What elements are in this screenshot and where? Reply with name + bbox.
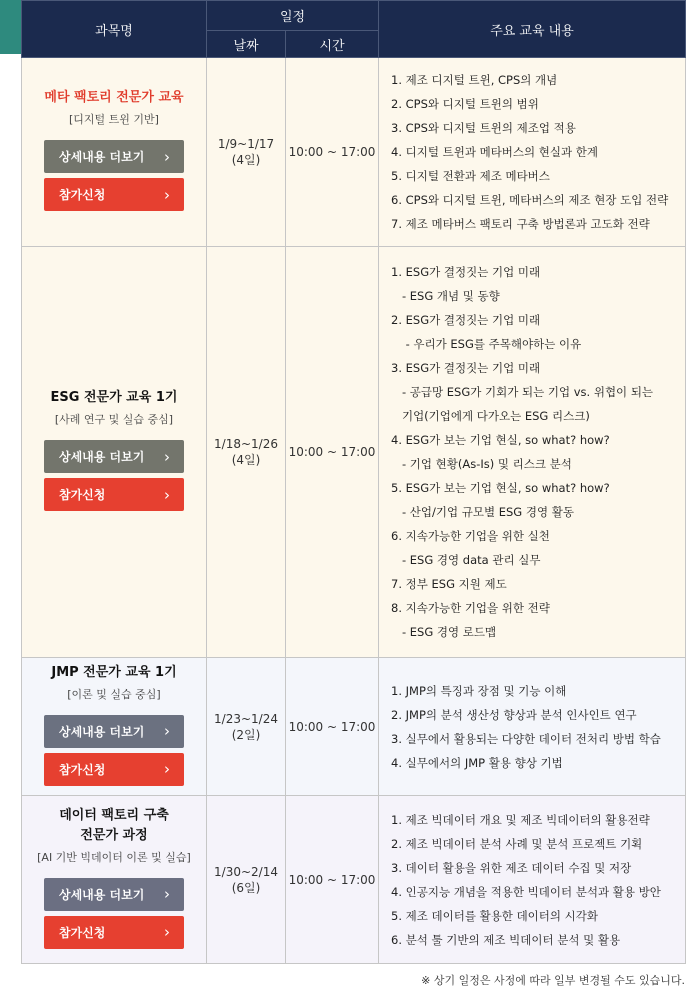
content-item: 8. 지속가능한 기업을 위한 전략 <box>391 601 550 615</box>
content-item: 4. 디지털 트윈과 메타버스의 현실과 한계 <box>391 145 598 159</box>
course-row <box>22 247 686 658</box>
course-subtitle: [디지털 트윈 기반] <box>69 113 159 126</box>
content-item: 4. 인공지능 개념을 적용한 빅데이터 분석과 활용 방안 <box>391 884 661 899</box>
content-item: 6. 분석 툴 기반의 제조 빅데이터 분석 및 활용 <box>391 932 621 947</box>
chevron-right-icon: › <box>164 722 170 740</box>
header-date: 날짜 <box>207 31 286 58</box>
day-count: (6일) <box>231 880 261 895</box>
chevron-right-icon: › <box>164 185 170 204</box>
apply-button[interactable] <box>44 916 184 949</box>
course-row <box>22 58 686 247</box>
apply-button[interactable] <box>44 478 184 511</box>
chevron-right-icon: › <box>164 760 170 778</box>
content-item: 7. 제조 메타버스 팩토리 구축 방법론과 고도화 전략 <box>391 217 650 231</box>
header-main-content: 주요 교육 내용 <box>379 1 686 58</box>
apply-label: 참가신청 <box>59 762 106 777</box>
day-count: (2일) <box>231 727 261 742</box>
course-title <box>23 663 205 683</box>
view-details-button[interactable] <box>44 140 184 173</box>
view-details-button[interactable] <box>44 715 184 748</box>
date-range: 1/30~2/14 <box>214 864 278 879</box>
content-item: 4. ESG가 보는 기업 현실, so what? how? <box>391 433 610 447</box>
date-cell <box>207 796 286 964</box>
content-item: 6. CPS와 디지털 트윈, 메타버스의 제조 현장 도입 전략 <box>391 193 669 207</box>
content-item: 3. 실무에서 활용되는 다양한 데이터 전처리 방법 학습 <box>391 731 661 746</box>
content-item: 2. 제조 빅데이터 분석 사례 및 분석 프로젝트 기획 <box>391 836 643 851</box>
content-item: 1. ESG가 결정짓는 기업 미래 <box>391 265 541 279</box>
chevron-right-icon: › <box>164 447 170 466</box>
view-details-label: 상세내용 더보기 <box>59 450 145 464</box>
course-cell <box>22 247 207 658</box>
content-item: 2. JMP의 분석 생산성 향상과 분석 인사인트 연구 <box>391 707 637 722</box>
content-item: 6. 지속가능한 기업을 위한 실천 <box>391 529 550 543</box>
header-time: 시간 <box>286 31 379 58</box>
content-item: 7. 정부 ESG 지원 제도 <box>391 577 507 591</box>
time-cell: 10:00 ~ 17:00 <box>286 247 379 658</box>
content-item: - 산업/기업 규모별 ESG 경영 활동 <box>391 505 574 519</box>
date-cell <box>207 247 286 658</box>
content-item: - 기업 현황(As-Is) 및 리스크 분석 <box>391 457 572 471</box>
date-range: 1/9~1/17 <box>217 137 275 151</box>
content-item: 3. CPS와 디지털 트윈의 제조업 적용 <box>391 121 576 135</box>
content-item: 기업(기업에게 다가오는 ESG 리스크) <box>391 409 590 423</box>
apply-label: 참가신청 <box>59 925 106 940</box>
content-cell <box>379 247 686 658</box>
course-cell <box>22 796 207 964</box>
course-title <box>23 388 205 408</box>
course-title <box>23 88 205 108</box>
date-cell <box>207 58 286 247</box>
content-item: 1. JMP의 특징과 장점 및 기능 이해 <box>391 683 567 698</box>
content-cell <box>379 796 686 964</box>
content-item: 4. 실무에서의 JMP 활용 향상 기법 <box>391 755 563 770</box>
content-item: 1. 제조 빅데이터 개요 및 제조 빅데이터의 활용전략 <box>391 812 650 827</box>
content-cell <box>379 58 686 247</box>
content-item: 3. ESG가 결정짓는 기업 미래 <box>391 361 541 375</box>
view-details-label: 상세내용 더보기 <box>59 724 145 739</box>
header-course-name: 과목명 <box>22 1 207 58</box>
chevron-right-icon: › <box>164 147 170 166</box>
content-item: 3. 데이터 활용을 위한 제조 데이터 수집 및 저장 <box>391 860 632 875</box>
content-item: 2. CPS와 디지털 트윈의 범위 <box>391 97 539 111</box>
course-title-line: ESG 전문가 교육 1기 <box>50 390 178 405</box>
chevron-right-icon: › <box>164 923 170 941</box>
apply-label: 참가신청 <box>59 488 106 502</box>
content-item: 1. 제조 디지털 트윈, CPS의 개념 <box>391 73 558 87</box>
day-count: (4일) <box>231 153 261 167</box>
view-details-label: 상세내용 더보기 <box>59 887 145 902</box>
course-cell <box>22 58 207 247</box>
time-cell: 10:00 ~ 17:00 <box>286 58 379 247</box>
time-cell: 10:00 ~ 17:00 <box>286 796 379 964</box>
day-count: (4일) <box>231 453 261 467</box>
content-item: - 공급망 ESG가 기회가 되는 기업 vs. 위협이 되는 <box>391 385 654 399</box>
content-item: - ESG 경영 data 관리 실무 <box>391 553 541 567</box>
footnote: ※ 상기 일정은 사정에 따라 일부 변경될 수도 있습니다. <box>421 974 685 987</box>
content-item: - 우리가 ESG를 주목해야하는 이유 <box>391 337 582 351</box>
content-item: - ESG 개념 및 동향 <box>391 289 500 303</box>
view-details-label: 상세내용 더보기 <box>59 150 145 164</box>
chevron-right-icon: › <box>164 885 170 903</box>
content-item: 5. 디지털 전환과 제조 메타버스 <box>391 169 550 183</box>
date-range: 1/23~1/24 <box>214 711 278 726</box>
content-item: 5. ESG가 보는 기업 현실, so what? how? <box>391 481 610 495</box>
course-title-line: 메타 팩토리 전문가 교육 <box>44 90 184 105</box>
content-item: 2. ESG가 결정짓는 기업 미래 <box>391 313 541 327</box>
content-item: 5. 제조 데이터를 활용한 데이터의 시각화 <box>391 908 598 923</box>
time-cell: 10:00 ~ 17:00 <box>286 658 379 796</box>
content-cell <box>379 658 686 796</box>
course-row <box>22 658 686 796</box>
apply-label: 참가신청 <box>59 188 106 202</box>
apply-button[interactable] <box>44 753 184 786</box>
course-subtitle: [AI 기반 빅데이터 이론 및 실습] <box>37 850 191 864</box>
teal-accent-strip <box>0 0 22 54</box>
date-range: 1/18~1/26 <box>214 437 278 451</box>
view-details-button[interactable] <box>44 878 184 911</box>
course-row <box>22 796 686 964</box>
course-title-line: 전문가 과정 <box>80 827 148 843</box>
course-title-line: JMP 전문가 교육 1기 <box>51 664 177 680</box>
course-title-line: 데이터 팩토리 구축 <box>59 807 169 823</box>
view-details-button[interactable] <box>44 440 184 473</box>
header-schedule: 일정 <box>207 1 379 31</box>
course-title <box>23 806 205 846</box>
course-cell <box>22 658 207 796</box>
chevron-right-icon: › <box>164 485 170 504</box>
content-item: - ESG 경영 로드맵 <box>391 625 497 639</box>
date-cell <box>207 658 286 796</box>
apply-button[interactable] <box>44 178 184 211</box>
course-subtitle: [사례 연구 및 실습 중심] <box>54 413 174 426</box>
schedule-table <box>21 0 686 964</box>
course-subtitle: [이론 및 실습 중심] <box>67 687 161 701</box>
